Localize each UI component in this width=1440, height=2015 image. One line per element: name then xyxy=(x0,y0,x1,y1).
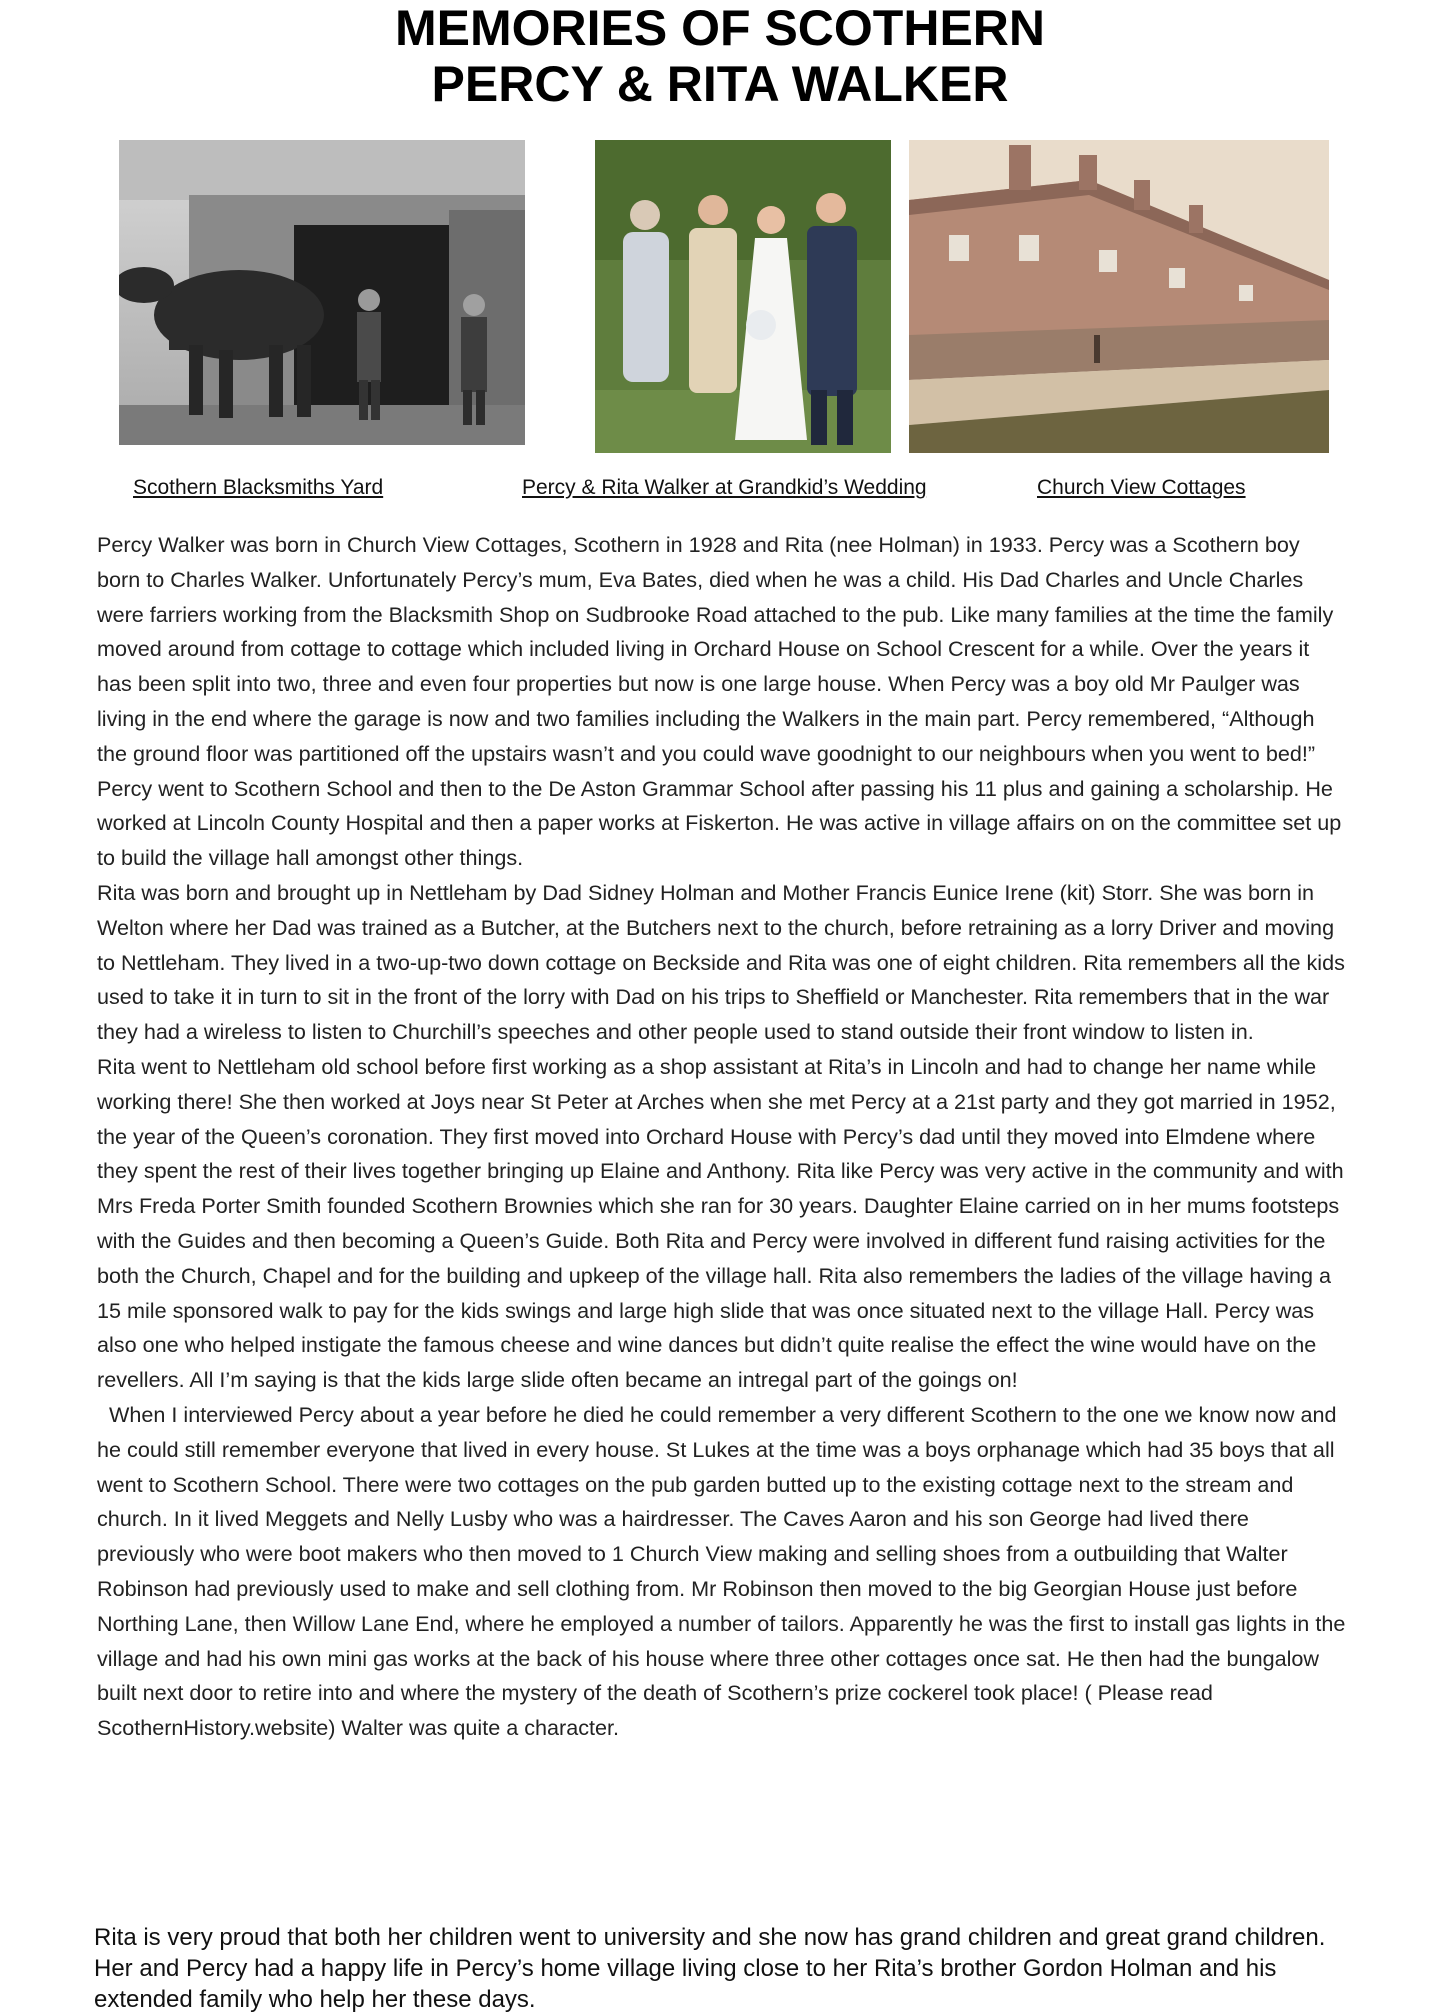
paragraph: When I interviewed Percy about a year before he died he could remember a very different Scothern to the one we know now and he could still remember everyone that lived in every house. St Lukes at the time was a boys orphanage which had 35 boys that all went to Scothern School. There were two cottages on the pub garden butted up to the existing cottage next to the stream and church. In it lived Meggets and Nelly Lusby who was a hairdresser. The Caves Aaron and his son George had lived there previously who were boot makers who then moved to 1 Church View making and selling shoes from a outbuilding that Walter Robinson had previously used to make and sell clothing from. Mr Robinson then moved to the big Georgian House just before Northing Lane, then Willow Lane End, where he employed a number of tailors. Apparently he was the first to install gas lights in the village and had his own mini gas works at the back of his house where three other cottages once sat. He then had the bungalow built next door to retire into and where the mystery of the death of Scothern’s prize cockerel took place! ( Please read ScothernHistory.website) Walter was quite a character. xyxy=(97,1401,1352,1741)
title-line-2: PERCY & RITA WALKER xyxy=(431,56,1009,112)
blacksmiths-yard-photo xyxy=(119,140,525,445)
closing-paragraph: Rita is very proud that both her children went to university and she now has grand children and great grand children. Her and Percy had a happy life in Percy’s home village living close to her Rita’s brother Gordon Holman and his extended family who help her these days. xyxy=(94,1924,1326,2013)
paragraph: Rita was born and brought up in Nettleham by Dad Sidney Holman and Mother Francis Eunice Irene (kit) Storr. She was born in Welton where her Dad was trained as a Butcher, at the Butchers next to the church, before retraining as a lorry Driver and moving to Nettleham. They lived in a two-up-two down cottage on Beckside and Rita was one of eight children. Rita remembers all the kids used to take it in turn to sit in the front of the lorry with Dad on his trips to Sheffield or Manchester. Rita remembers that in the war they had a wireless to listen to Churchill’s speeches and other people used to stand outside their front window to listen in. xyxy=(97,879,1345,1045)
page-title xyxy=(0,0,1440,112)
church-view-cottages-photo xyxy=(909,140,1329,453)
caption-blacksmiths-yard: Scothern Blacksmiths Yard xyxy=(133,476,384,499)
paragraph: Rita went to Nettleham old school before first working as a shop assistant at Rita’s in Lincoln and had to change her name while working there! She then worked at Joys near St Peter at Arches when she met Percy at a 21st party and they got married in 1952, the year of the Queen’s coronation. They first moved into Orchard House with Percy’s dad until they moved into Elmdene where they spent the rest of their lives together bringing up Elaine and Anthony. Rita like Percy was very active in the community and with Mrs Freda Porter Smith founded Scothern Brownies which she ran for 30 years. Daughter Elaine carried on in her mums footsteps with the Guides and then becoming a Queen’s Guide. Both Rita and Percy were involved in different fund raising activities for the both the Church, Chapel and for the building and upkeep of the village hall. Rita also remembers the ladies of the village having a 15 mile sponsored walk to pay for the kids swings and large high slide that was once situated next to the village Hall. Percy was also one who helped instigate the famous cheese and wine dances but didn’t quite realise the effect the wine would have on the revellers. All I’m saying is that the kids large slide often became an intregal part of the goings on! xyxy=(97,1053,1344,1393)
paragraph: Percy went to Scothern School and then to the De Aston Grammar School after passing his 11 plus and gaining a scholarship. He worked at Lincoln County Hospital and then a paper works at Fiskerton. He was active in village affairs on on the committee set up to build the village hall amongst other things. xyxy=(97,775,1342,871)
article-body xyxy=(97,528,1352,1746)
caption-cottages: Church View Cottages xyxy=(1037,476,1246,499)
paragraph: Percy Walker was born in Church View Cottages, Scothern in 1928 and Rita (nee Holman) in 1933. Percy was a Scothern boy born to Charles Walker. Unfortunately Percy’s mum, Eva Bates, died when he was a child. His Dad Charles and Uncle Charles were farriers working from the Blacksmith Shop on Sudbrooke Road attached to the pub. Like many families at the time the family moved around from cottage to cottage which included living in Orchard House on School Crescent for a while. Over the years it has been split into two, three and even four properties but now is one large house. When Percy was a boy old Mr Paulger was living in the end where the garage is now and two families including the Walkers in the main part. Percy remembered, “Although the ground floor was partitioned off the upstairs wasn’t and you could wave goodnight to our neighbours when you went to bed!” xyxy=(97,532,1334,766)
title-line-1: MEMORIES OF SCOTHERN xyxy=(394,0,1046,56)
wedding-photo xyxy=(595,140,891,453)
caption-wedding: Percy & Rita Walker at Grandkid’s Wedding xyxy=(522,476,927,499)
